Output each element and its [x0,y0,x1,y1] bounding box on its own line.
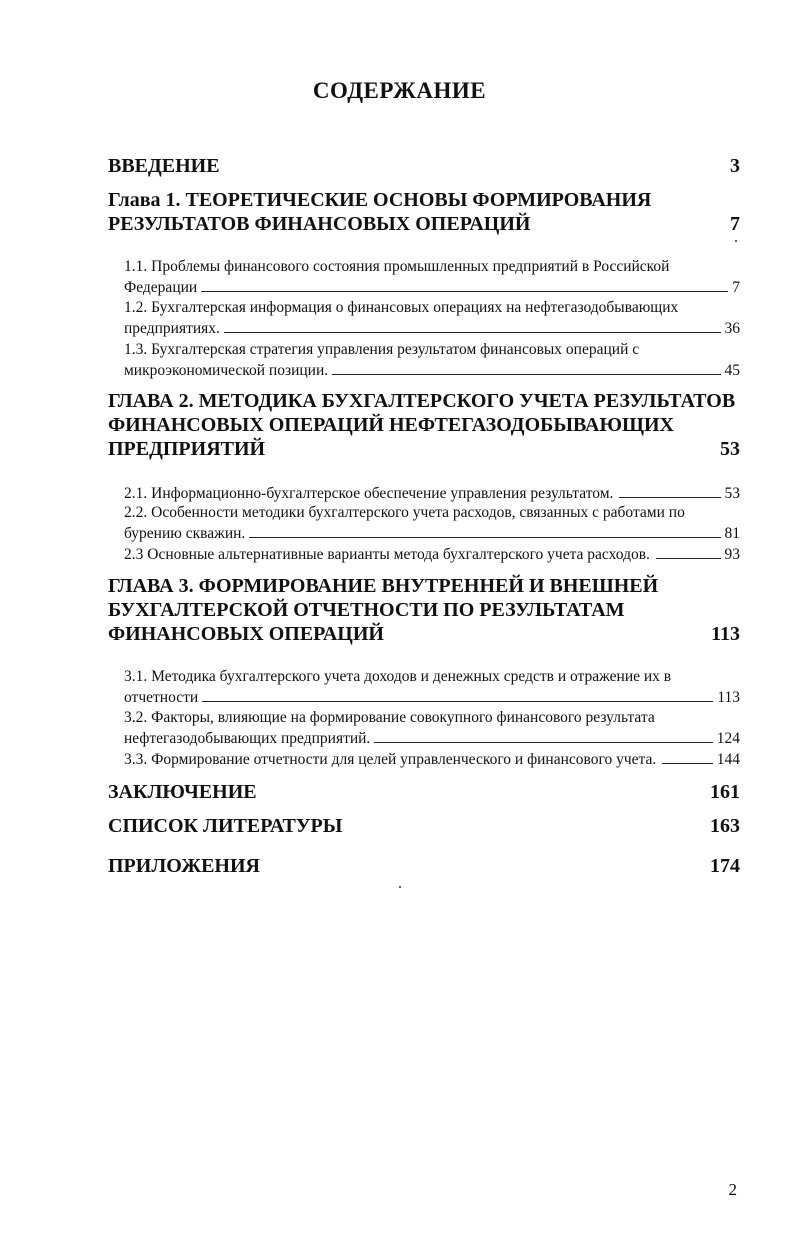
toc-conclusion [108,780,740,804]
toc-section-1-1 [124,257,740,298]
toc-section-2-2 [124,503,740,544]
leader-line [374,728,712,743]
section-1-3-page: 45 [724,362,740,379]
section-2-2-line2: бурению скважин. [124,525,246,542]
section-3-1-line1: 3.1. Методика бухгалтерского учета доходов и денежных средств и отражение их в [124,668,672,685]
section-3-2-line2: нефтегазодобывающих предприятий. [124,730,371,747]
toc-section-3-1 [124,667,740,708]
section-3-1-line2: отчетности [124,689,199,706]
chapter-3-title-line2: БУХГАЛТЕРСКОЙ ОТЧЕТНОСТИ ПО РЕЗУЛЬТАТАМ [108,599,625,621]
section-1-1-page: 7 [732,279,740,296]
toc-section-3-2 [124,708,740,749]
toc-section-1-3 [124,340,740,381]
toc-bibliography-label: СПИСОК ЛИТЕРАТУРЫ [108,815,343,837]
toc-appendices-page: 174 [710,855,740,877]
leader-line [202,687,713,702]
chapter-1-title-line2: РЕЗУЛЬТАТОВ ФИНАНСОВЫХ ОПЕРАЦИЙ [108,213,531,235]
toc-bibliography-page: 163 [710,815,740,837]
toc-appendices-label: ПРИЛОЖЕНИЯ [108,855,260,877]
leader-line [332,360,720,375]
toc-section-1-2 [124,298,740,339]
section-3-3-page: 144 [716,751,740,768]
section-2-2-page: 81 [724,525,740,542]
section-1-3-line1: 1.3. Бухгалтерская стратегия управления результатом финансовых операций с [124,341,640,358]
section-1-2-line2: предприятиях. [124,320,220,337]
section-2-3-text: 2.3 Основные альтернативные варианты метода бухгалтерского учета расходов. [124,546,650,563]
section-1-1-line1: 1.1. Проблемы финансового состояния промышленных предприятий в Российской [124,258,670,275]
leader-line [224,318,721,333]
leader-line [656,544,721,559]
section-1-2-line1: 1.2. Бухгалтерская информация о финансовых операциях на нефтегазодобывающих [124,299,679,316]
section-1-2-page: 36 [724,320,740,337]
chapter-3-title-line3: ФИНАНСОВЫХ ОПЕРАЦИЙ [108,623,384,645]
chapter-2-title-line3: ПРЕДПРИЯТИЙ [108,438,266,460]
toc-bibliography [108,814,740,838]
toc-section-2-1 [124,483,740,504]
page-title: СОДЕРЖАНИЕ [312,78,487,103]
leader-line [249,523,720,538]
section-1-1-line2: Федерации [124,279,198,296]
toc-intro [108,154,740,178]
chapter-2-title-line2: ФИНАНСОВЫХ ОПЕРАЦИЙ НЕФТЕГАЗОДОБЫВАЮЩИХ [108,414,674,436]
leader-line [201,277,728,292]
toc-section-2-3 [124,544,740,565]
toc-conclusion-page: 161 [710,781,740,803]
section-1-3-line2: микроэкономической позиции. [124,362,329,379]
section-2-2-line1: 2.2. Особенности методики бухгалтерского учета расходов, связанных с работами по [124,504,685,521]
chapter-2-page: 53 [720,438,740,460]
chapter-2-title-line1: ГЛАВА 2. МЕТОДИКА БУХГАЛТЕРСКОГО УЧЕТА РЕЗУЛЬТАТОВ [108,390,736,412]
section-3-3-text: 3.3. Формирование отчетности для целей управленческого и финансового учета. [124,751,657,768]
section-2-1-text: 2.1. Информационно-бухгалтерское обеспечение управления результатом. [124,485,614,502]
chapter-1-title-line1: Глава 1. ТЕОРЕТИЧЕСКИЕ ОСНОВЫ ФОРМИРОВАНИЯ [108,189,652,211]
toc-intro-page: 3 [730,155,740,177]
leader-line [619,483,720,498]
chapter-1-page: 7 [730,213,740,235]
scan-speck [735,240,737,242]
section-2-3-page: 93 [724,546,740,563]
toc-conclusion-label: ЗАКЛЮЧЕНИЕ [108,781,257,803]
toc-intro-label: ВВЕДЕНИЕ [108,155,220,177]
leader-line [662,749,713,764]
toc-chapter-3 [108,574,740,646]
section-3-1-page: 113 [717,689,740,706]
section-3-2-line1: 3.2. Факторы, влияющие на формирование совокупного финансового результата [124,709,655,726]
section-3-2-page: 124 [716,730,740,747]
toc-chapter-2 [108,389,740,461]
scan-speck [399,886,401,888]
chapter-3-page: 113 [711,623,740,645]
toc-section-3-3 [124,749,740,770]
section-2-1-page: 53 [724,485,740,502]
toc-chapter-1 [108,188,740,236]
toc-appendices [108,854,740,878]
chapter-3-title-line1: ГЛАВА 3. ФОРМИРОВАНИЕ ВНУТРЕННЕЙ И ВНЕШНЕЙ [108,575,659,597]
page-number: 2 [728,1180,737,1199]
